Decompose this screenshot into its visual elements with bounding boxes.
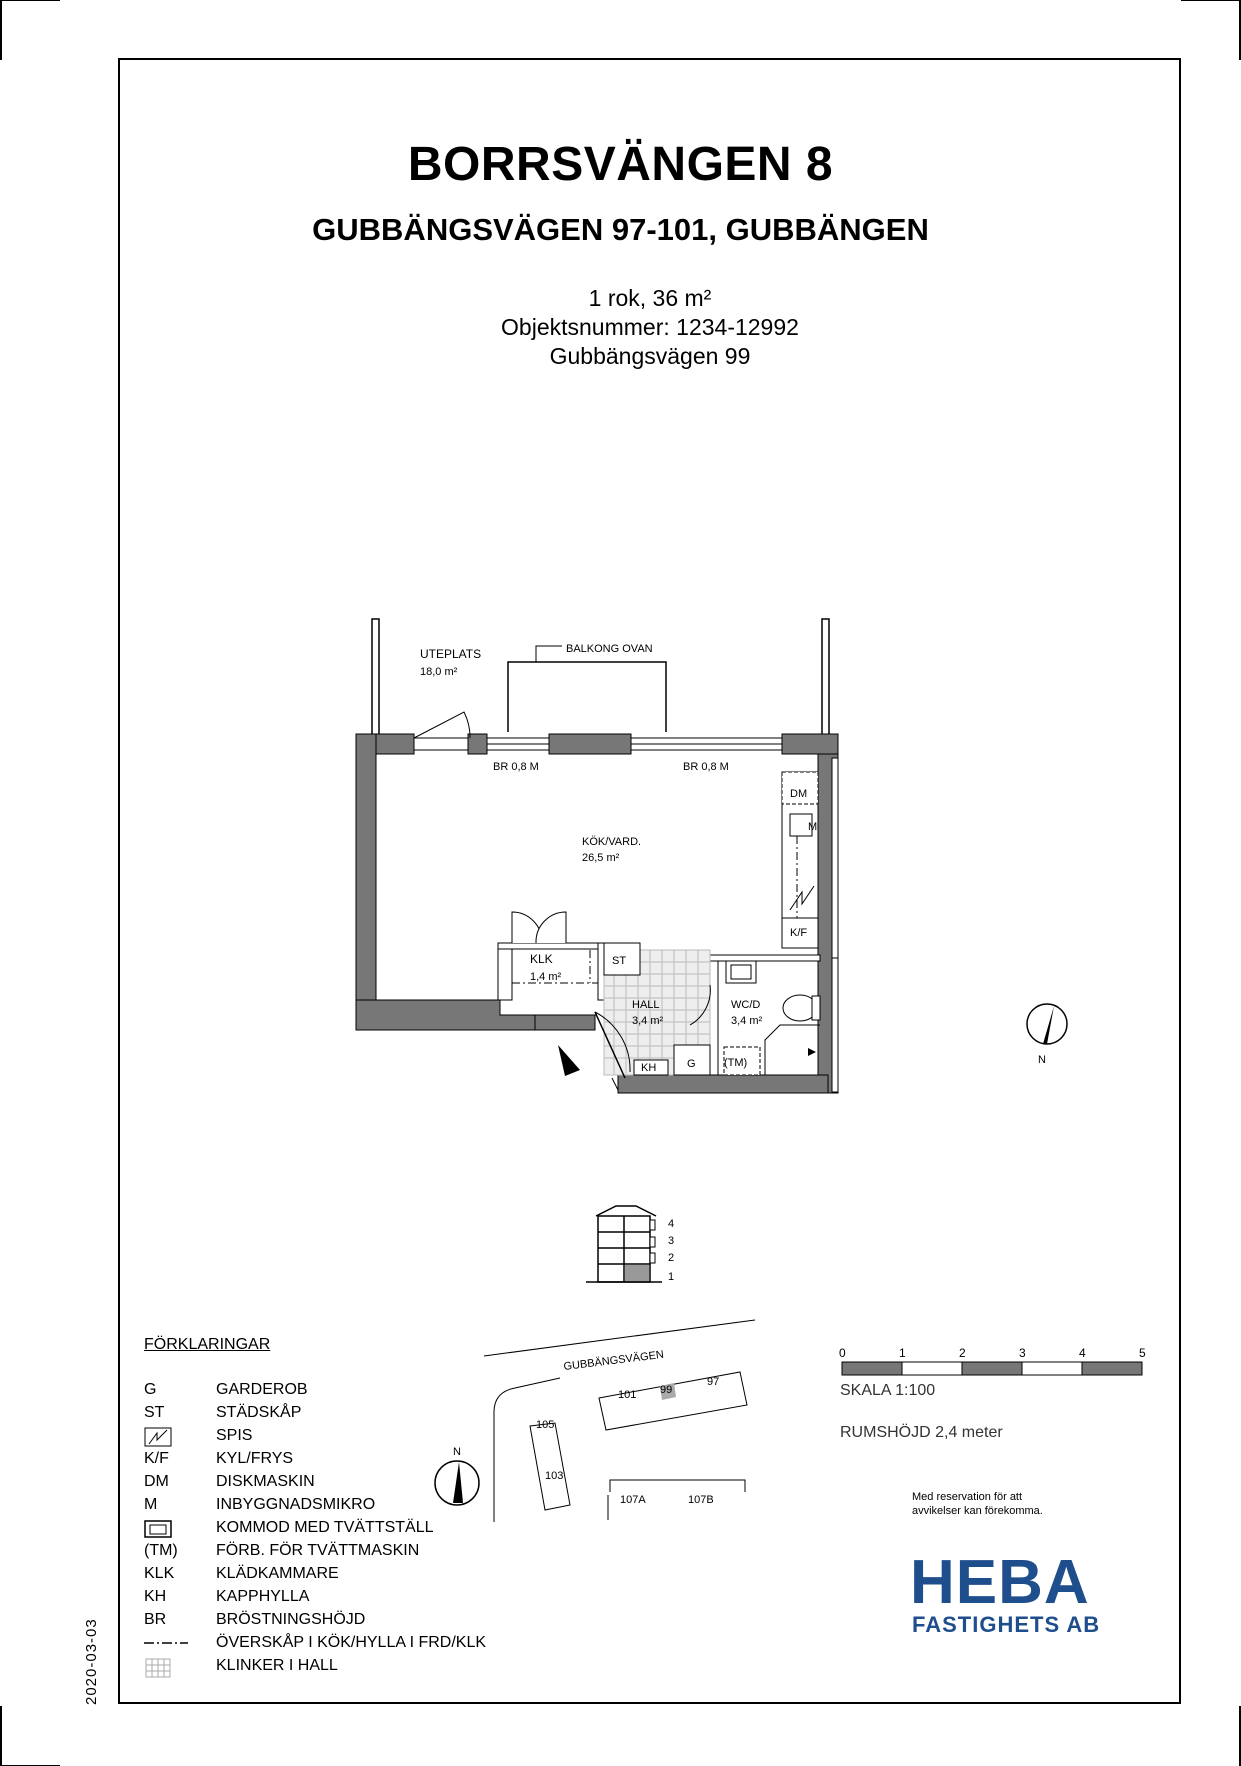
page-title: BORRSVÄNGEN 8 <box>407 138 834 191</box>
scale-bar <box>830 1344 1150 1378</box>
legend-item: K/F KYL/FRYS <box>144 1450 294 1467</box>
legend-item: DM DISKMASKIN <box>144 1473 315 1490</box>
legend-item: KH KAPPHYLLA <box>144 1588 310 1605</box>
legend-item: G GARDEROB <box>144 1381 308 1398</box>
ceiling-height: RUMSHÖJD 2,4 meter <box>840 1424 1003 1441</box>
legend-item: M INBYGGNADSMIKRO <box>144 1496 376 1513</box>
entrance-number: 105 <box>536 1419 555 1431</box>
bathroom-label: WC/D <box>731 999 761 1011</box>
scale-tick: 0 <box>839 1346 846 1360</box>
terrace-label: UTEPLATS <box>420 647 482 661</box>
closet-label: KLK <box>530 952 553 966</box>
legend-item: KLK KLÄDKAMMARE <box>144 1565 339 1582</box>
microwave-label: M <box>808 821 818 833</box>
north-label: N <box>1038 1054 1046 1066</box>
apartment-size: 1 rok, 36 m² <box>588 285 712 311</box>
street-name: GUBBÄNGSVÄGEN <box>562 1348 665 1373</box>
tile-grid-icon <box>144 1657 172 1679</box>
object-number: Objektsnummer: 1234-12992 <box>501 314 799 340</box>
entrance-number: 101 <box>618 1389 637 1401</box>
washing-machine-label: (TM) <box>724 1057 748 1069</box>
closet-area: 1,4 m² <box>530 971 562 983</box>
legend-item: KLINKER I HALL <box>144 1657 524 1679</box>
legend-item: BR BRÖSTNINGSHÖJD <box>144 1611 366 1628</box>
print-date: 2020-03-03 <box>83 1618 100 1705</box>
terrace-area: 18,0 m² <box>420 666 458 678</box>
legend-item: SPIS <box>144 1427 524 1449</box>
window-sill-label: BR 0,8 M <box>493 761 539 773</box>
address-subtitle: GUBBÄNGSVÄGEN 97-101, GUBBÄNGEN <box>312 212 929 247</box>
legend-title: FÖRKLARINGAR <box>144 1336 271 1353</box>
floor-number: 4 <box>668 1218 675 1230</box>
logo-sub: FASTIGHETS AB <box>912 1612 1101 1637</box>
fridge-freezer-label: K/F <box>790 927 808 939</box>
legend-item: (TM) FÖRB. FÖR TVÄTTMASKIN <box>144 1542 420 1559</box>
street-address: Gubbängsvägen 99 <box>549 343 751 369</box>
logo-name: HEBA <box>910 1548 1090 1617</box>
entrance-number: 103 <box>545 1470 564 1482</box>
kitchen-living-area: 26,5 m² <box>582 852 620 864</box>
bathroom-area: 3,4 m² <box>731 1015 763 1027</box>
entrance-number: 107B <box>688 1494 714 1506</box>
heba-logo <box>910 1548 1101 1638</box>
entrance-number: 99 <box>660 1384 673 1396</box>
hall-area: 3,4 m² <box>632 1015 664 1027</box>
dishwasher-label: DM <box>790 788 808 800</box>
legend-item: ST STÄDSKÅP <box>144 1404 302 1421</box>
wardrobe-label: G <box>687 1058 696 1070</box>
disclaimer: Med reservation för att avvikelser kan förekomma. <box>912 1491 1043 1517</box>
scale-tick: 2 <box>959 1346 966 1360</box>
kitchen-living-label: KÖK/VARD. <box>582 836 642 848</box>
coat-rack-label: KH <box>641 1062 657 1074</box>
scale-tick: 1 <box>899 1346 906 1360</box>
entrance-number: 107A <box>620 1494 646 1506</box>
entrance-number: 97 <box>707 1376 720 1388</box>
legend-item: KOMMOD MED TVÄTTSTÄLL <box>144 1519 524 1541</box>
sink-cabinet-icon <box>144 1519 172 1539</box>
hall-label: HALL <box>632 999 660 1011</box>
cleaning-cupboard-label: ST <box>612 955 627 967</box>
window-sill-label: BR 0,8 M <box>683 761 729 773</box>
floor-number: 1 <box>668 1271 675 1283</box>
floor-number: 3 <box>668 1235 675 1247</box>
legend-item: ÖVERSKÅP I KÖK/HYLLA I FRD/KLK <box>144 1634 524 1656</box>
scale-tick: 3 <box>1019 1346 1026 1360</box>
scale-tick: 5 <box>1139 1346 1146 1360</box>
stove-icon <box>144 1427 172 1447</box>
dash-dot-line-icon <box>144 1634 188 1654</box>
scale-tick: 4 <box>1079 1346 1086 1360</box>
scale-label: SKALA 1:100 <box>840 1382 936 1399</box>
balcony-label: BALKONG OVAN <box>566 643 653 655</box>
north-label: N <box>453 1446 461 1458</box>
floor-number: 2 <box>668 1252 675 1264</box>
